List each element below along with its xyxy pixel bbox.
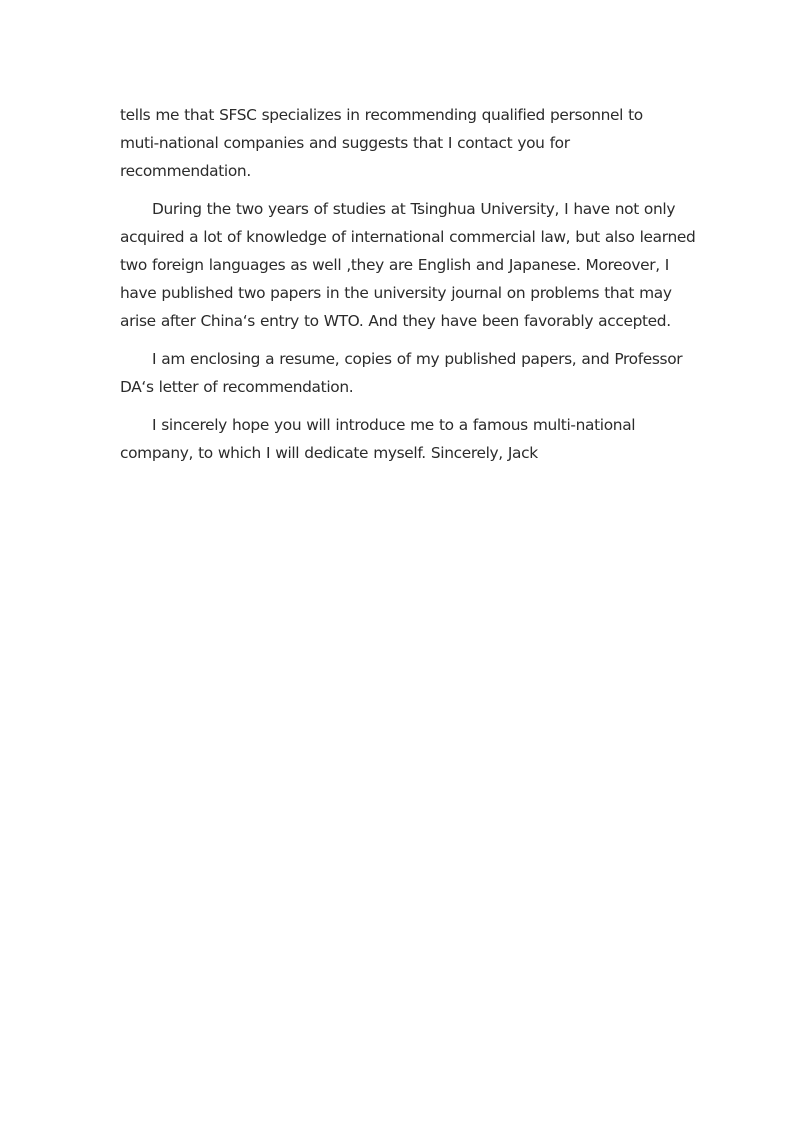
paragraph-1 [120, 101, 668, 185]
paragraph-2-line-4: have published two papers in the university journal on problems that may [120, 284, 672, 302]
paragraph-1-line-1: tells me that SFSC specializes in recommending qualified personnel to [120, 106, 643, 124]
paragraph-1-line-2: muti-national companies and suggests that I contact you for [120, 134, 570, 152]
paragraph-4-line-1: I sincerely hope you will introduce me to a famous multi-national [152, 416, 636, 434]
paragraph-2-line-1: During the two years of studies at Tsinghua University, I have not only [152, 200, 676, 218]
paragraph-4-line-2: company, to which I will dedicate myself. Sincerely, Jack [120, 444, 538, 462]
paragraph-2-line-3: two foreign languages as well ,they are English and Japanese. Moreover, I [120, 256, 669, 274]
paragraph-3-line-1: I am enclosing a resume, copies of my published papers, and Professor [152, 350, 683, 368]
paragraph-3 [120, 345, 683, 401]
paragraph-1-line-3: recommendation. [120, 162, 251, 180]
paragraph-2 [120, 195, 696, 335]
paragraph-2-line-5: arise after China‘s entry to WTO. And they have been favorably accepted. [120, 312, 671, 330]
paragraph-3-line-2: DA‘s letter of recommendation. [120, 378, 354, 396]
paragraph-4 [120, 411, 668, 467]
letter-body [120, 101, 696, 477]
paragraph-2-line-2: acquired a lot of knowledge of international commercial law, but also learned [120, 228, 696, 246]
